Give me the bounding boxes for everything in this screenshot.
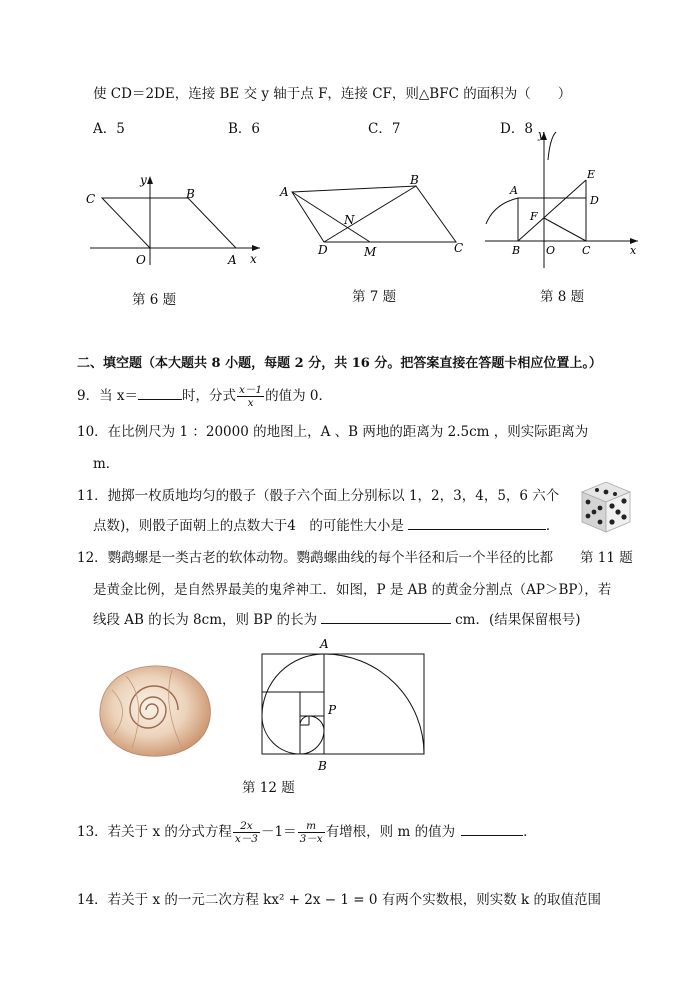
fig7-label-d: D [318, 243, 328, 257]
spiral-label-p: P [328, 703, 337, 717]
golden-spiral-figure [258, 636, 430, 776]
fig6-label-y: y [140, 173, 147, 187]
fig6-label-o: O [136, 253, 146, 267]
fig8-label-x: x [630, 244, 637, 257]
question-9: 9．当 x＝ 时，分式 $\frac{x-1}{x}$ 的值为 0． [77, 384, 332, 409]
fig6-label-x: x [250, 252, 257, 266]
spiral-label-a: A [320, 637, 329, 651]
question-10-line1: 10．在比例尺为 1 ：20000 的地图上，A 、B 两地的距离为 2.5cm ，则实际距离为 [77, 424, 589, 440]
question-11-line2: 点数)，则骰子面朝上的点数大于4 的可能性大小是 ． [93, 514, 559, 534]
option-c: C．7 [368, 121, 401, 137]
question-14: 14．若关于 x 的一元二次方程 kx² + 2x − 1 = 0 有两个实数根，则实数 k 的取值范围 [77, 892, 601, 908]
figure-7 [276, 172, 476, 264]
fig8-label-b: B [512, 244, 521, 257]
option-d: D．8 [500, 121, 533, 137]
fig8-caption: 第 8 题 [540, 289, 585, 305]
question-13: 13．若关于 x 的分式方程 $\frac{2x}{x-3}$ －1＝ $\frac{m}{3-x}$ 有增根，则 m 的值为 ． [77, 820, 537, 845]
fig6-label-b: B [186, 187, 195, 201]
fig6-caption: 第 6 题 [132, 292, 177, 308]
fig8-label-f: F [530, 210, 538, 223]
fig8-label-d: D [590, 194, 599, 207]
dice-image [572, 478, 636, 536]
fig6-label-a: A [228, 253, 237, 267]
question-12-line2: 是黄金比例，是自然界最美的鬼斧神工．如图，P 是 AB 的黄金分割点（AP＞BP），若 [93, 582, 612, 598]
question-12-line3: 线段 AB 的长为 8cm，则 BP 的长为 cm．(结果保留根号) [93, 608, 581, 628]
option-b: B．6 [228, 121, 261, 137]
fig8-label-a: A [510, 184, 518, 197]
figure-6 [80, 170, 270, 270]
option-a: A．5 [93, 121, 125, 137]
fig8-label-y: y [538, 128, 545, 141]
q11-caption: 第 11 题 [580, 550, 633, 566]
fig8-label-e: E [587, 168, 596, 181]
fig8-label-o: O [546, 244, 556, 257]
fig7-caption: 第 7 题 [352, 289, 397, 305]
fig7-label-m: M [364, 245, 377, 259]
figure-8 [480, 128, 650, 273]
fig7-label-n: N [344, 213, 355, 227]
q8-text: 使 CD＝2DE，连接 BE 交 y 轴于点 F，连接 CF，则△BFC 的面积为（ ） [93, 86, 572, 102]
question-12-line1: 12．鹦鹉螺是一类古老的软体动物。鹦鹉螺曲线的每个半径和后一个半径的比都 [77, 550, 554, 566]
fig7-label-b: B [410, 173, 419, 187]
fig8-label-c: C [582, 244, 591, 257]
spiral-label-b: B [318, 759, 327, 773]
fig7-label-c: C [454, 241, 464, 255]
nautilus-shell-image [92, 660, 216, 760]
fig7-label-a: A [280, 185, 289, 199]
section-heading: 二、填空题（本大题共 8 小题，每题 2 分，共 16 分。把答案直接在答题卡相应位置上。） [77, 356, 602, 371]
fig6-label-c: C [86, 192, 96, 206]
question-10-line2: m． [93, 456, 120, 472]
question-11-line1: 11．抛掷一枚质地均匀的骰子（骰子六个面上分别标以 1，2，3，4，5，6 六个 [77, 488, 560, 504]
q12-caption: 第 12 题 [242, 780, 295, 796]
